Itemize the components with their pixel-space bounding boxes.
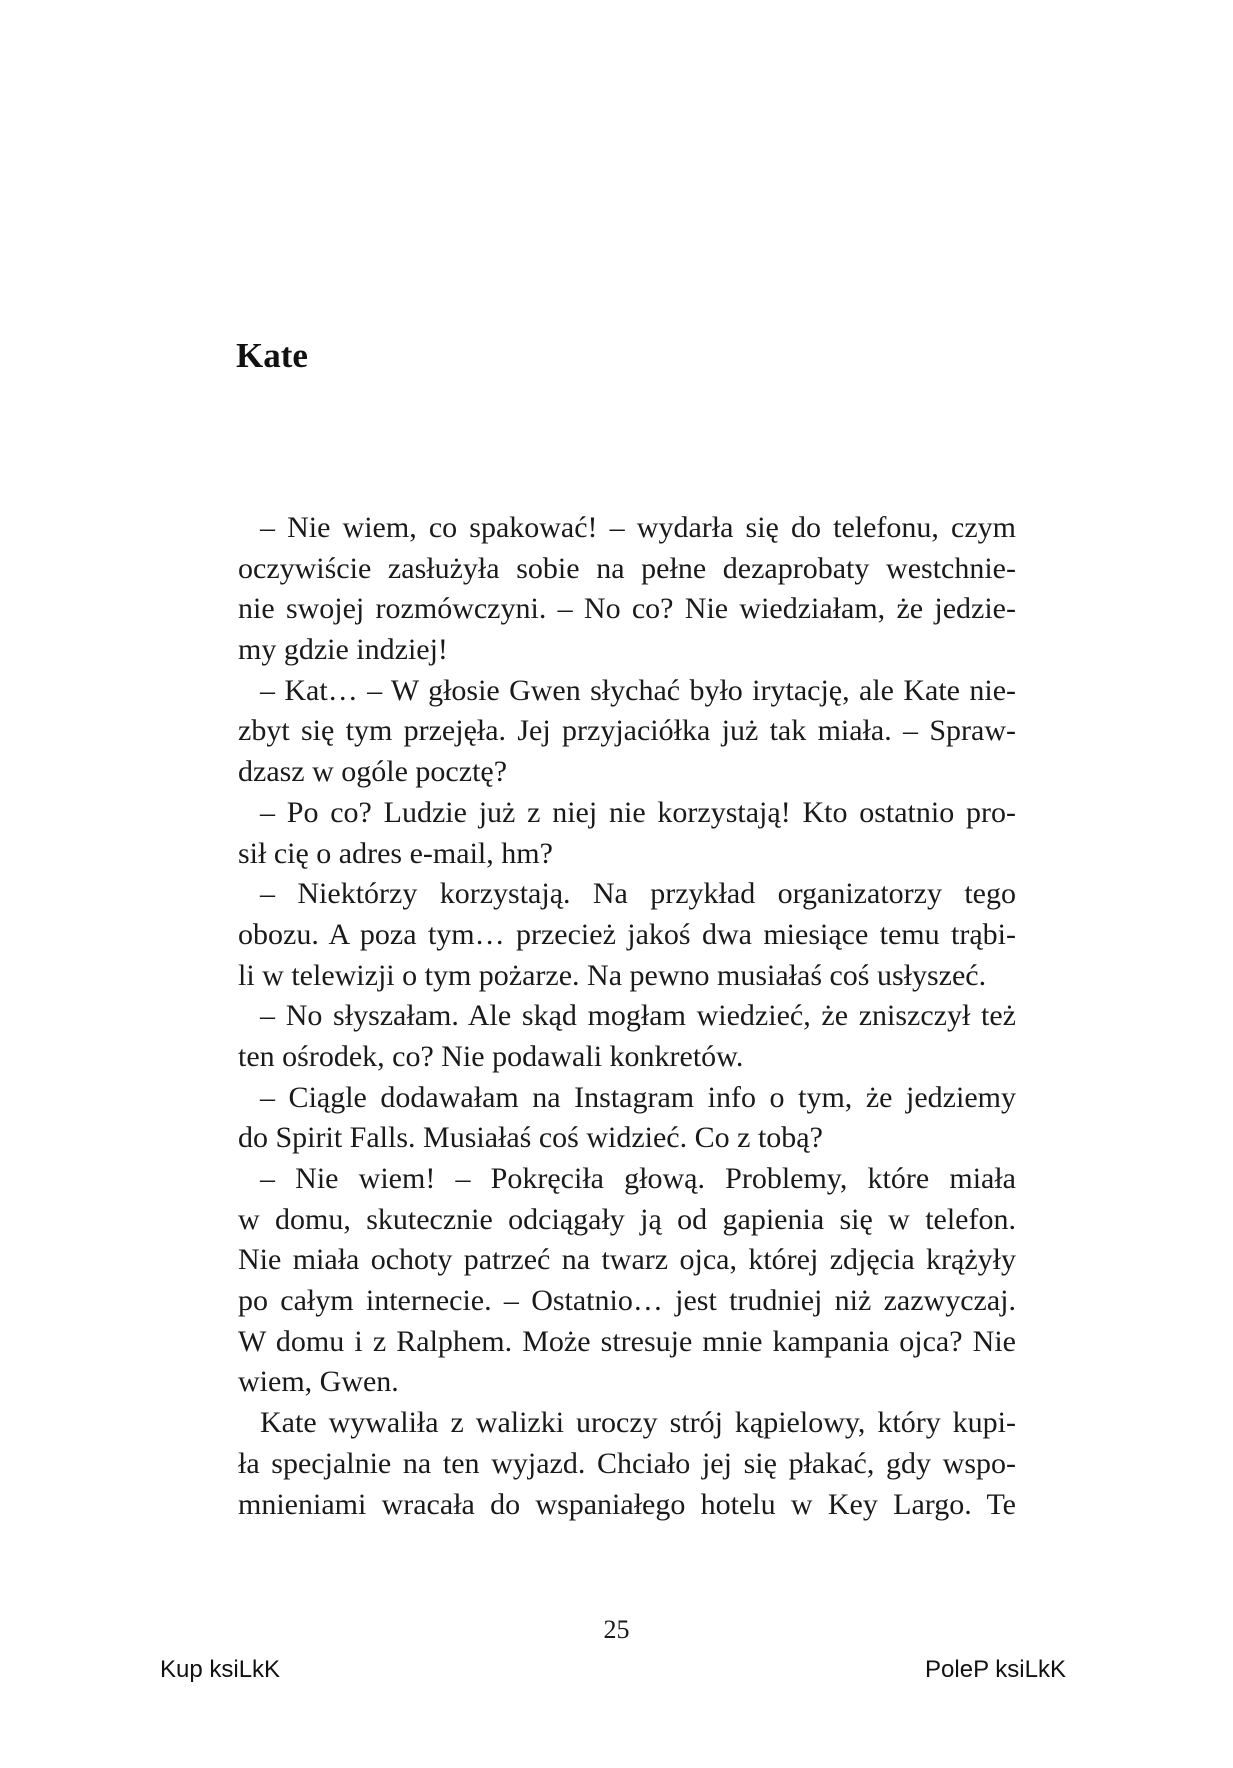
- paragraph: [238, 1078, 1016, 1159]
- text-line: obozu. A poza tym… przecież jakoś dwa miesiące temu trąbi-: [238, 917, 1016, 951]
- text-line: ten ośrodek, co? Nie podawali konkretów.: [238, 1039, 744, 1073]
- text-line: – Nie wiem, co spakować! – wydarła się do telefonu, czym: [260, 511, 1016, 544]
- paragraph: [238, 1403, 1016, 1525]
- text-line: Kate wywaliła z walizki uroczy strój kąpielowy, który kupi-: [260, 1406, 1016, 1440]
- text-line: ła specjalnie na ten wyjazd. Chciało jej się płakać, gdy wspo-: [238, 1446, 1016, 1480]
- text-line: – Nie wiem! – Pokręciła głową. Problemy, które miała: [260, 1162, 1016, 1195]
- text-line: po całym internecie. – Ostatnio… jest trudniej niż zazwyczaj.: [238, 1284, 1016, 1318]
- text-line: oczywiście zasłużyła sobie na pełne dezaprobaty westchnie-: [238, 551, 1016, 585]
- paragraph: [238, 874, 1016, 996]
- text-line: – Kat… – W głosie Gwen słychać było irytację, ale Kate nie-: [260, 673, 1016, 707]
- text-line: do Spirit Falls. Musiałaś coś widzieć. Co z tobą?: [238, 1121, 823, 1155]
- page-number: 25: [603, 1615, 630, 1644]
- text-line: my gdzie indziej!: [238, 633, 448, 667]
- text-line: w domu, skutecznie odciągały ją od gapienia się w telefon.: [238, 1202, 1016, 1236]
- text-line: W domu i z Ralphem. Może stresuje mnie kampania ojca? Nie: [238, 1324, 1016, 1358]
- text-line: mnieniami wracała do wspaniałego hotelu w Key Largo. Te: [238, 1487, 1016, 1521]
- text-line: zbyt się tym przejęła. Jej przyjaciółka już tak miała. – Spraw-: [238, 714, 1016, 748]
- text-line: li w telewizji o tym pożarze. Na pewno musiałaś coś usłyszeć.: [238, 958, 987, 992]
- text-line: – Po co? Ludzie już z niej nie korzystają! Kto ostatnio pro-: [260, 795, 1016, 829]
- text-line: – Niektórzy korzystają. Na przykład organizatorzy tego: [260, 877, 1016, 911]
- body-text: [238, 508, 1016, 1525]
- buy-book-link[interactable]: Kup ksiLkK: [160, 1656, 281, 1683]
- paragraph: [238, 1159, 1016, 1403]
- recommend-book-link[interactable]: PoleP ksiLkK: [925, 1656, 1066, 1683]
- text-line: nie swojej rozmówczyni. – No co? Nie wiedziałam, że jedzie-: [238, 592, 1016, 626]
- text-line: dzasz w ogóle pocztę?: [238, 755, 508, 789]
- text-line: wiem, Gwen.: [238, 1365, 399, 1399]
- text-line: sił cię o adres e-mail, hm?: [238, 836, 553, 870]
- paragraph: [238, 671, 1016, 793]
- paragraph: [238, 996, 1016, 1077]
- text-line: Nie miała ochoty patrzeć na twarz ojca, której zdjęcia krążyły: [238, 1243, 1016, 1277]
- paragraph: [238, 793, 1016, 874]
- chapter-title: Kate: [236, 336, 308, 375]
- text-line: – Ciągle dodawałam na Instagram info o tym, że jedziemy: [260, 1080, 1016, 1114]
- text-line: – No słyszałam. Ale skąd mogłam wiedzieć, że zniszczył też: [260, 999, 1016, 1033]
- paragraph: [238, 508, 1016, 671]
